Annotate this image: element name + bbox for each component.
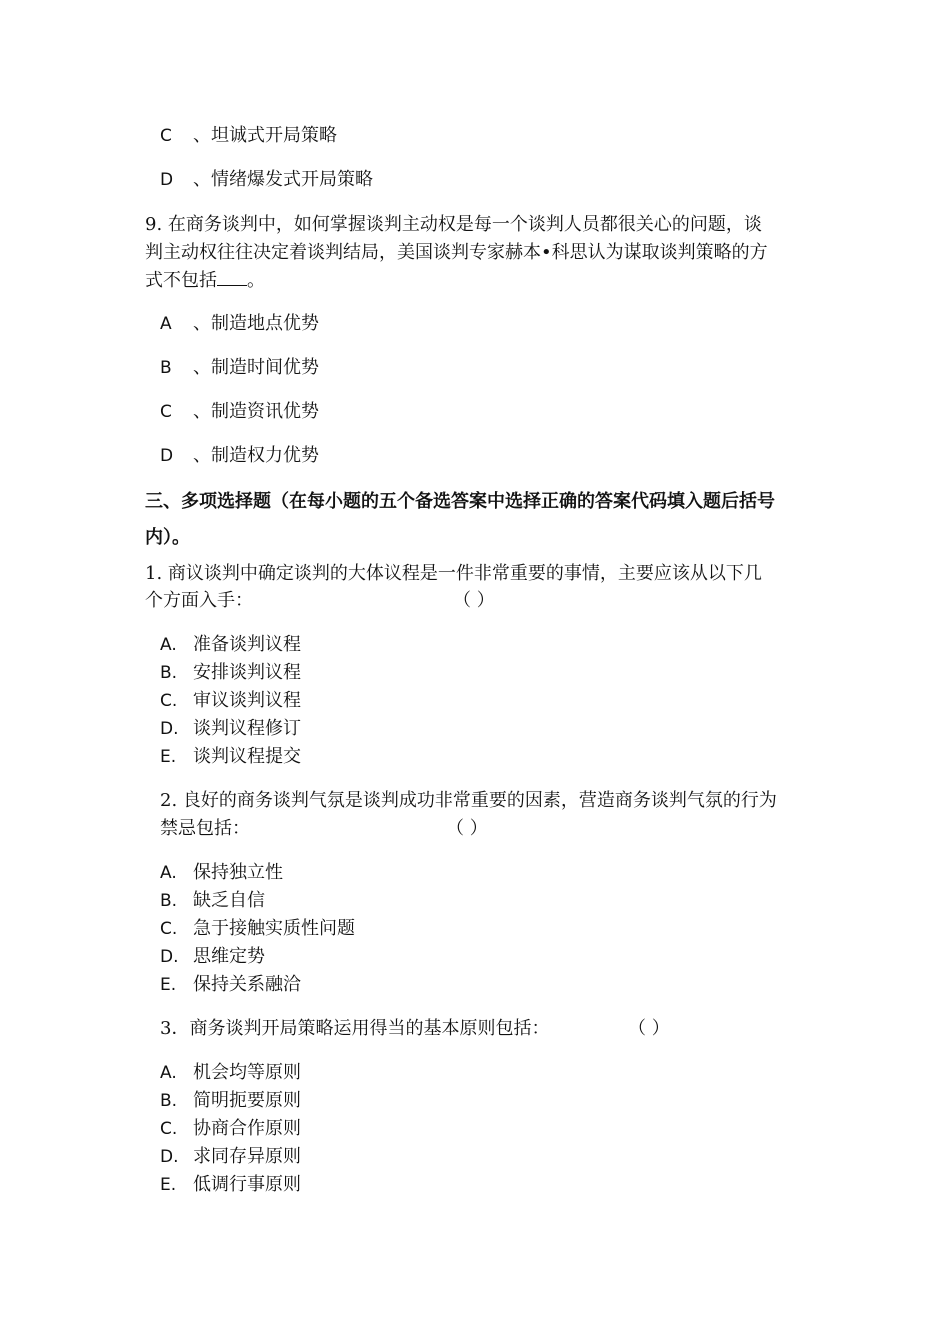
mq2-option-e — [160, 971, 301, 999]
mq2-option-b — [160, 887, 265, 915]
q9-line-3-suffix: 。 — [247, 270, 265, 291]
option-letter: E. — [160, 975, 177, 995]
option-letter: D — [160, 446, 174, 466]
option-letter: A. — [160, 635, 177, 655]
mq2-option-a — [160, 859, 283, 887]
q9-option-b — [160, 354, 319, 382]
option-letter: D. — [160, 719, 179, 739]
option-separator: 、 — [193, 357, 211, 378]
option-letter: C — [160, 126, 172, 146]
mq1-option-b — [160, 659, 301, 687]
option-letter: B. — [160, 1091, 178, 1111]
option-separator: 、 — [193, 313, 211, 334]
option-text: 制造时间优势 — [211, 357, 319, 378]
option-d-prev — [160, 166, 373, 194]
option-letter: E. — [160, 747, 177, 767]
option-text: 谈判议程修订 — [193, 718, 301, 739]
mq2-line-2 — [160, 815, 815, 843]
mq1-line-2-text: 个方面入手： — [145, 590, 253, 611]
mq3-line-1-text: 3．商务谈判开局策略运用得当的基本原则包括： — [160, 1018, 550, 1039]
answer-parentheses: （ ） — [446, 818, 488, 839]
option-letter: B — [160, 358, 172, 378]
option-text: 安排谈判议程 — [193, 662, 301, 683]
option-text: 谈判议程提交 — [193, 746, 301, 767]
q9-option-c — [160, 398, 319, 426]
option-separator: 、 — [193, 125, 211, 146]
mq1-option-a — [160, 631, 301, 659]
mq3-option-b — [160, 1087, 301, 1115]
option-text: 保持关系融洽 — [193, 974, 301, 995]
mq2-option-d — [160, 943, 265, 971]
option-separator: 、 — [193, 445, 211, 466]
option-letter: B. — [160, 891, 178, 911]
option-separator: 、 — [193, 169, 211, 190]
option-text: 审议谈判议程 — [193, 690, 301, 711]
q9-line-3-prefix: 式不包括 — [145, 270, 217, 291]
option-letter: A. — [160, 863, 177, 883]
option-text: 协商合作原则 — [193, 1118, 301, 1139]
option-letter: A — [160, 314, 172, 334]
mq3-option-e — [160, 1171, 301, 1199]
mq1-option-e — [160, 743, 301, 771]
option-text: 情绪爆发式开局策略 — [211, 169, 373, 190]
mq3-option-a — [160, 1059, 301, 1087]
option-text: 求同存异原则 — [193, 1146, 301, 1167]
mq3-line-1 — [160, 1015, 815, 1043]
option-text: 低调行事原则 — [193, 1174, 301, 1195]
option-text: 制造资讯优势 — [211, 401, 319, 422]
option-letter: C. — [160, 1119, 178, 1139]
section-heading-line-2: 内）。 — [145, 527, 190, 548]
mq1-option-c — [160, 687, 301, 715]
q9-option-d — [160, 442, 319, 470]
answer-parentheses: （ ） — [453, 590, 495, 611]
option-letter: D — [160, 170, 174, 190]
q9-line-1: 9. 在商务谈判中，如何掌握谈判主动权是每一个谈判人员都很关心的问题，谈 — [145, 214, 762, 235]
option-text: 思维定势 — [193, 946, 265, 967]
option-c-prev — [160, 122, 337, 150]
option-letter: B. — [160, 663, 178, 683]
answer-parentheses: （ ） — [628, 1018, 670, 1039]
option-text: 简明扼要原则 — [193, 1090, 301, 1111]
mq2-line-1: 2. 良好的商务谈判气氛是谈判成功非常重要的因素，营造商务谈判气氛的行为 — [160, 790, 777, 811]
section-heading-line-1: 三、多项选择题（在每小题的五个备选答案中选择正确的答案代码填入题后括号 — [145, 491, 775, 512]
q9-line-3 — [145, 267, 815, 295]
mq3-option-d — [160, 1143, 301, 1171]
option-letter: C. — [160, 691, 178, 711]
mq3-option-c — [160, 1115, 301, 1143]
option-separator: 、 — [193, 401, 211, 422]
mq2-line-2-text: 禁忌包括： — [160, 818, 250, 839]
option-letter: C — [160, 402, 172, 422]
option-text: 缺乏自信 — [193, 890, 265, 911]
option-text: 制造权力优势 — [211, 445, 319, 466]
option-text: 制造地点优势 — [211, 313, 319, 334]
option-text: 急于接触实质性问题 — [193, 918, 355, 939]
option-letter: C. — [160, 919, 178, 939]
mq1-option-d — [160, 715, 301, 743]
option-letter: D. — [160, 1147, 179, 1167]
option-letter: A. — [160, 1063, 177, 1083]
option-text: 保持独立性 — [193, 862, 283, 883]
answer-blank — [217, 269, 247, 286]
mq1-line-1: 1. 商议谈判中确定谈判的大体议程是一件非常重要的事情，主要应该从以下几 — [145, 563, 762, 584]
q9-option-a — [160, 310, 319, 338]
option-text: 坦诚式开局策略 — [211, 125, 337, 146]
option-text: 准备谈判议程 — [193, 634, 301, 655]
mq1-line-2 — [145, 587, 815, 615]
option-text: 机会均等原则 — [193, 1062, 301, 1083]
option-letter: E. — [160, 1175, 177, 1195]
mq2-option-c — [160, 915, 355, 943]
q9-line-2: 判主动权往往决定着谈判结局，美国谈判专家赫本•科思认为谋取谈判策略的方 — [145, 242, 768, 263]
option-letter: D. — [160, 947, 179, 967]
